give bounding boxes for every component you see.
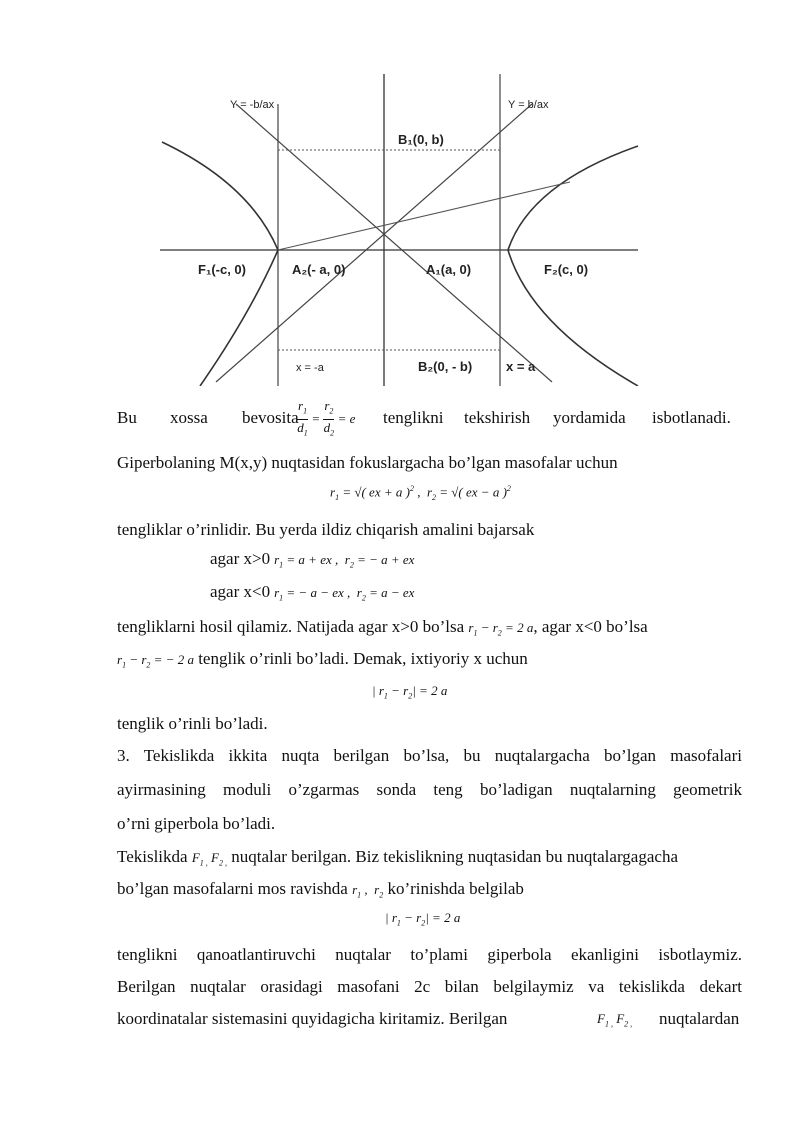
paragraph-5-text: tenglik o’rinli bo’ladi. Demak, ixtiyoriy x uchun [198,649,528,668]
paragraph-7-line-3: o’rni giperbola bo’ladi. [117,814,276,833]
asymptote-neg [236,104,552,382]
paragraph-1-line [117,398,742,438]
asymptote-pos [216,104,532,382]
paragraph-10-line-3a: koordinatalar sistemasini quyidagicha kiritamiz. Berilgan [117,1009,508,1028]
label-asym-left: Y = -b/ax [230,99,275,111]
paragraph-10-line-3b: nuqtalardan [659,1009,740,1028]
case-x-negative [210,582,414,603]
label-asym-right: Y = b/ax [508,99,549,111]
ratio-formula: $\frac{r_1}{d_1}$ = $\frac{r_2}{d_2}$ = e [297,398,356,438]
paragraph-8-b: nuqtalar berilgan. Biz tekislikning nuqtasidan bu nuqtalargagacha [231,847,678,866]
label-x-a: x = a [506,359,536,374]
paragraph-9 [117,879,524,900]
label-a1: A₁(a, 0) [426,262,472,277]
hyperbola-figure [160,74,640,386]
word-xossa: xossa [170,408,208,427]
paragraph-6: tenglik o’rinli bo’ladi. [117,714,268,733]
formula-abs-diff-1: | $r_1 - r_2| = 2$ a [372,683,448,701]
word-tekshirish: tekshirish [464,408,531,427]
word-tenglikni: tenglikni [383,408,444,427]
word-bu: Bu [117,408,137,427]
paragraph-2: Giperbolaning M(x,y) nuqtasidan fokuslargacha bo’lgan masofalar uchun [117,453,618,472]
formula-f1-f2-a: $F_{1 ,}$ $F_{2 ,}$ [191,850,227,868]
formula-diff-pos: $r_1 - r_2 = 2$ a [468,620,534,638]
word-isbotlanadi: isbotlanadi. [652,408,731,427]
formula-case-2: $r_1$ = − a − ex , $r_2 = a$ − ex [274,585,415,603]
agar-label-1: agar x>0 [210,549,271,568]
formula-case-1: $r_1 = a$ + ex , $r_2$ = − a + ex [274,552,415,570]
word-yordamida: yordamida [553,408,626,427]
paragraph-4-b: , agar x<0 bo’lsa [533,617,648,636]
label-b2: B₂(0, - b) [418,359,473,374]
formula-r1-r2-sqrt: $r_1$ = √( ex + a )$^2$ , $r_2$ = √( ex − a )$^2$ [330,484,511,502]
paragraph-7-line-1: 3. Tekislikda ikkita nuqta berilgan bo’lsa, bu nuqtalargacha bo’lgan masofalari [117,746,742,765]
label-x-neg-a: x = -a [296,362,324,374]
label-f1: F₁(-c, 0) [198,262,246,277]
label-a2: A₂(- a, 0) [292,262,346,277]
label-f2: F₂(c, 0) [544,262,589,277]
paragraph-9-b: ko’rinishda belgilab [387,879,524,898]
paragraph-10-line-2: Berilgan nuqtalar orasidagi masofani 2c bilan belgilaymiz va tekislikda dekart [117,977,742,996]
formula-diff-neg: $r_1 - r_2$ = − 2 a [117,652,194,670]
paragraph-5 [117,649,528,670]
formula-f1-f2-b: $F_{1 ,}$ $F_{2 ,}$ [597,1011,633,1029]
paragraph-10-line-1: tenglikni qanoatlantiruvchi nuqtalar to’plami giperbola ekanligini isbotlaymiz. [117,945,742,964]
paragraph-4 [117,617,648,638]
formula-r1-r2: $r_1$ , $r_2$ [352,882,384,900]
paragraph-4-a: tengliklarni hosil qilamiz. Natijada agar x>0 bo’lsa [117,617,465,636]
word-bevosita: bevosita [242,408,299,427]
paragraph-7-line-2: ayirmasining moduli o’zgarmas sonda teng bo’ladigan nuqtalarning geometrik [117,780,742,799]
agar-label-2: agar x<0 [210,582,271,601]
case-x-positive [210,549,414,570]
paragraph-9-a: bo’lgan masofalarni mos ravishda [117,879,348,898]
paragraph-3: tengliklar o’rinlidir. Bu yerda ildiz chiqarish amalini bajarsak [117,520,535,539]
label-b1: B₁(0, b) [398,132,444,147]
paragraph-8 [117,847,678,868]
formula-abs-diff-2: | $r_1 - r_2| = 2$ a [385,910,461,928]
paragraph-8-a: Tekislikda [117,847,188,866]
